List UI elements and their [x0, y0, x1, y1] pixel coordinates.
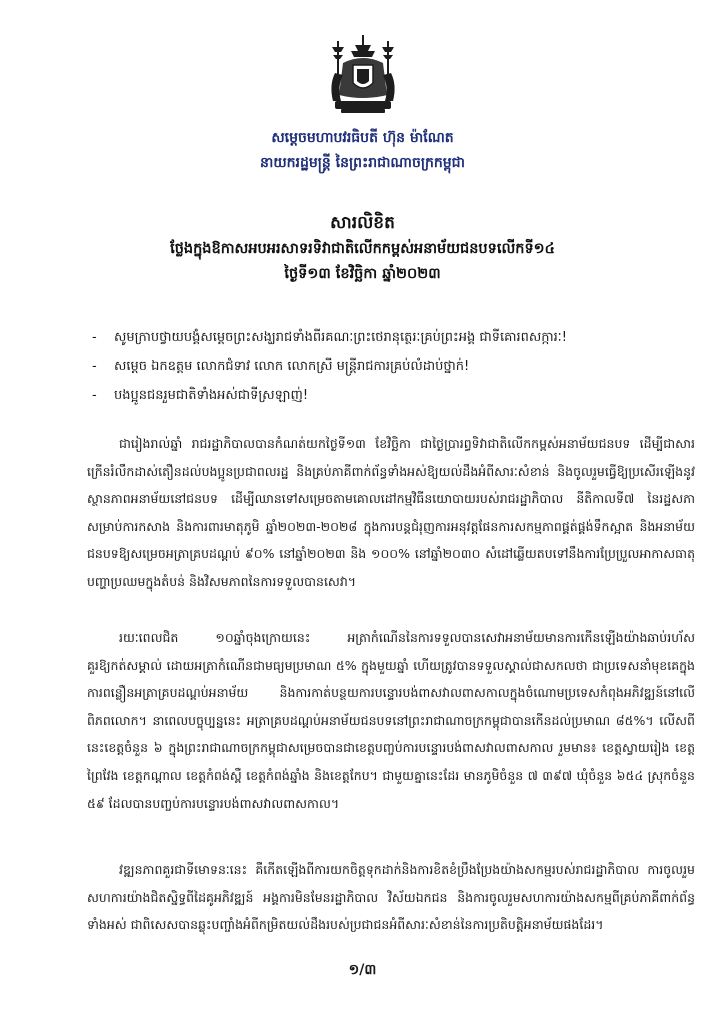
paragraph-text: វឌ្ឍនភាពគួរជាទីមោទនៈនេះ គឺកើតឡើងពីការយកចិត្តទុកដាក់និងការខិតខំប្រឹងប្រែងយ៉ាងសកម្មរបស់រាជរដ្ឋាភិបាល ការចូលរួមសហការយ៉ាងជិតស្និទ្ធពីដៃគូអភិវឌ្ឍន៍ អង្គការមិនមែនរដ្ឋាភិបាល វិស័យឯកជន និងការចូលរួមសហការយ៉ាងសកម្មពីគ្រប់ភាគីពាក់ព័ន្ធទាំងអស់ ជាពិសេសបានឆ្លុះបញ្ចាំងអំពីកម្រិតយល់ដឹងរបស់ប្រជាជនអំពីសារៈសំខាន់នៃការប្រតិបត្តិអនាម័យផងដែរ។ — [87, 862, 695, 933]
greeting-item — [92, 330, 692, 359]
greeting-item — [92, 388, 692, 417]
document-date: ថ្ងៃទី១៣ ខែវិច្ឆិកា ឆ្នាំ២០២៣ — [284, 266, 441, 282]
paragraph-text: រយៈពេលជិត ១០ឆ្នាំចុងក្រោយនេះ អត្រាកំណើននៃការទទួលបានសេវាអនាម័យមានការកើនឡើងយ៉ាងឆាប់រហ័សគួរឱ្យកត់សម្គាល់ ដោយអត្រាកំណើនជាមធ្យមប្រមាណ ៥% ក្នុងមួយឆ្នាំ ហើយត្រូវបានទទួលស្គាល់ជាសកលថា ជាប្រទេសនាំមុខគេក្នុងការពន្លឿនអត្រាគ្របដណ្តប់អនាម័យ និងការកាត់បន្ថយការបន្ទោរបង់ពាសវាលពាសកាលក្នុងចំណោមប្រទេសកំពុងអភិវឌ្ឍន៍នៅលើពិភពលោក។ នាពេលបច្ចុប្បន្ននេះ អត្រាគ្របដណ្តប់អនាម័យជនបទនៅព្រះរាជាណាចក្រកម្ពុជាបានកើនដល់ប្រមាណ ៨៥%។ លើសពីនេះខេត្តចំនួន ៦ ក្នុងព្រះរាជាណាចក្រកម្ពុជាសម្រេចបានជាខេត្តបញ្ចប់ការបន្ទោរបង់ពាសវាលពាសកាល រួមមាន៖ ខេត្តស្វាយរៀង ខេត្តព្រៃវែង ខេត្តកណ្តាល ខេត្តកំពង់ស្ពឺ ខេត្តកំពង់ឆ្នាំង និងខេត្តកែប។ ជាមួយគ្នានេះដែរ មានភូមិចំនួន ៧ ៣៩៧ ឃុំចំនួន ៦៥៤ ស្រុកចំនួន ៥៩ ដែលបានបញ្ចប់ការបន្ទោរបង់ពាសវាលពាសកាល។ — [87, 630, 695, 811]
greetings-list — [92, 330, 692, 417]
document-subtitle: ថ្លែងក្នុងឱកាសអបអរសាទរទិវាជាតិលើកកម្ពស់អនាម័យជនបទលើកទី១៤ — [170, 241, 555, 257]
list-dash: - — [92, 330, 97, 345]
document-title: សារលិខិត — [330, 213, 395, 233]
greeting-text: សម្តេច ឯកឧត្តម លោកជំទាវ លោក លោកស្រី មន្ត្រីរាជការគ្រប់លំដាប់ថ្នាក់! — [114, 359, 470, 374]
sender-name: សម្តេចមហាបវរធិបតី ហ៊ុន ម៉ាណែត — [271, 130, 454, 146]
sender-position: នាយករដ្ឋមន្ត្រី នៃព្រះរាជាណាចក្រកម្ពុជា — [259, 155, 466, 171]
body-paragraph — [87, 856, 695, 966]
letter-body — [87, 430, 695, 966]
paragraph-text: ជារៀងរាល់ឆ្នាំ រាជរដ្ឋាភិបាលបានកំណត់យកថ្ងៃទី១៣ ខែវិច្ឆិកា ជាថ្ងៃប្រារព្ធទិវាជាតិលើកកម្ពស់អនាម័យជនបទ ដើម្បីជាសារក្រើនរំលឹកដាស់តឿនដល់បងប្អូនប្រជាពលរដ្ឋ និងគ្រប់ភាគីពាក់ព័ន្ធទាំងអស់ឱ្យយល់ដឹងអំពីសារៈសំខាន់ និងចូលរួមធ្វើឱ្យប្រសើរឡើងនូវស្ថានភាពអនាម័យនៅជនបទ ដើម្បីឈានទៅសម្រេចតាមគោលដៅកម្មវិធីនយោបាយរបស់រាជរដ្ឋាភិបាល នីតិកាលទី៧ នៃរដ្ឋសភាសម្រាប់ការកសាង និងការពារមាតុភូមិ ឆ្នាំ២០២៣-២០២៨ ក្នុងការបន្តជំរុញការអនុវត្តផែនការសកម្មភាពផ្គត់ផ្គង់ទឹកស្អាត និងអនាម័យជនបទឱ្យសម្រេចអត្រាគ្របដណ្តប់ ៩០% នៅឆ្នាំ២០២៣ និង ១០០% នៅឆ្នាំ២០៣០ សំដៅឆ្លើយតបទៅនឹងការប្រែប្រួលអាកាសធាតុ បញ្ហាប្រឈមក្នុងតំបន់ និងវិសមភាពនៃការទទួលបានសេវា។ — [87, 436, 695, 589]
body-paragraph — [87, 430, 695, 624]
page-number: ១/៣ — [348, 962, 377, 978]
body-paragraph — [87, 624, 695, 856]
greeting-text: សូមក្រាបថ្វាយបង្គំសម្តេចព្រះសង្ឃរាជទាំងពីរគណៈព្រះថេរានុត្ថេរៈគ្រប់ព្រះអង្គ ជាទីគោរពសក្ការៈ! — [114, 330, 567, 345]
list-dash: - — [92, 359, 97, 374]
greeting-text: បងប្អូនជនរួមជាតិទាំងអស់ជាទីស្រឡាញ់! — [114, 388, 309, 403]
greeting-item — [92, 359, 692, 388]
royal-coat-of-arms-icon — [325, 35, 401, 115]
list-dash: - — [92, 388, 97, 403]
